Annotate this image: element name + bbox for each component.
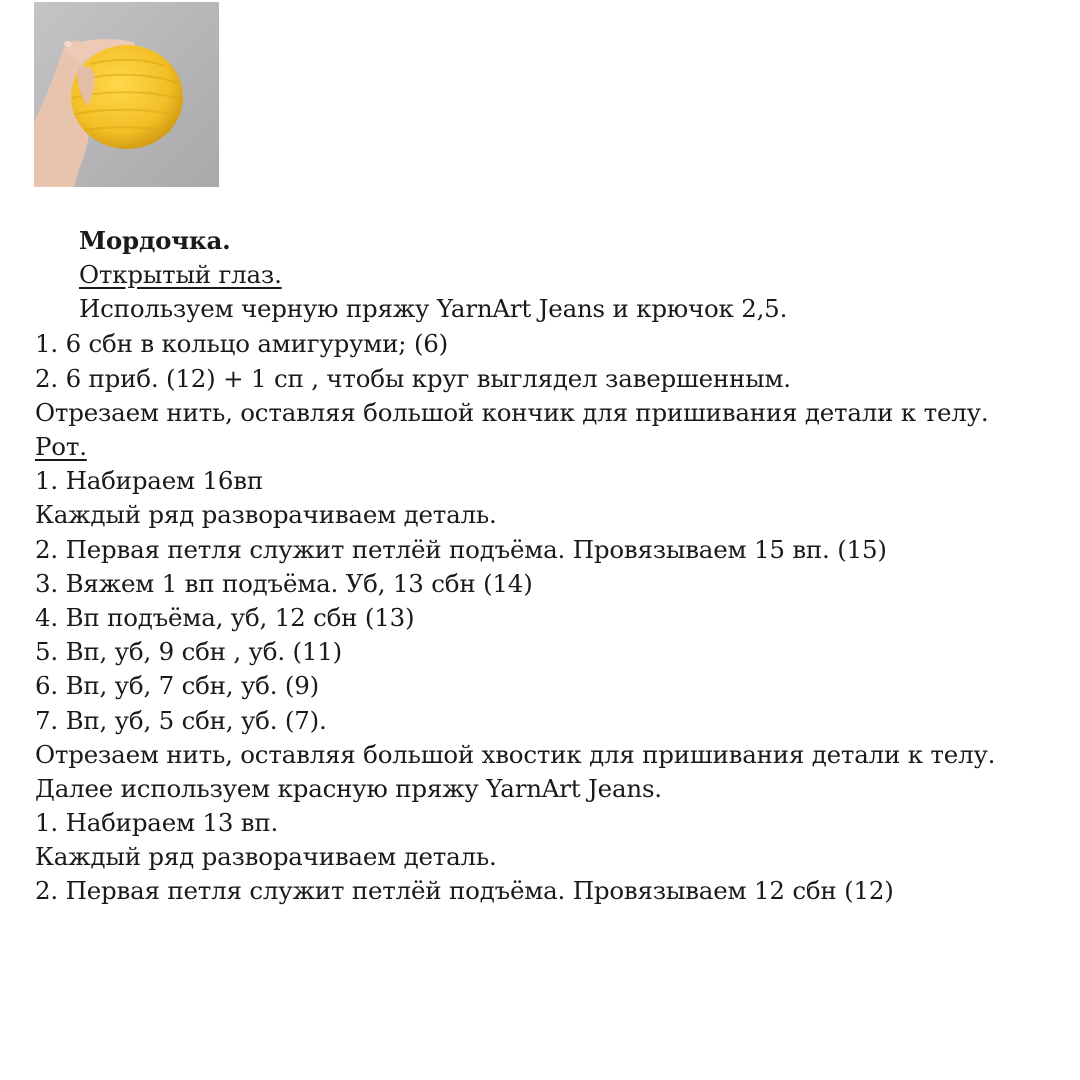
mouth-line: 1. Набираем 13 вп. xyxy=(35,808,279,837)
mouth-line: 3. Вяжем 1 вп подъёма. Уб, 13 сбн (14) xyxy=(35,569,533,598)
mouth-line: Каждый ряд разворачиваем деталь. xyxy=(35,500,497,529)
mouth-line: Отрезаем нить, оставляя большой хвостик для пришивания детали к телу. xyxy=(35,740,996,769)
mouth-line: 5. Вп, уб, 9 сбн , уб. (11) xyxy=(35,637,342,666)
mouth-line: 2. Первая петля служит петлёй подъёма. Провязываем 12 сбн (12) xyxy=(35,876,894,905)
mouth-line: Далее используем красную пряжу YarnArt Jeans. xyxy=(35,774,662,803)
eye-step: 2. 6 приб. (12) + 1 сп , чтобы круг выглядел завершенным. xyxy=(35,364,791,393)
mouth-line: 7. Вп, уб, 5 сбн, уб. (7). xyxy=(35,706,327,735)
eye-step: 1. 6 сбн в кольцо амигуруми; (6) xyxy=(35,329,449,358)
eye-intro: Используем черную пряжу YarnArt Jeans и крючок 2,5. xyxy=(79,294,788,323)
eye-outro: Отрезаем нить, оставляя большой кончик для пришивания детали к телу. xyxy=(35,398,989,427)
subheading-mouth: Рот. xyxy=(35,432,87,461)
heading-face: Мордочка. xyxy=(79,226,231,255)
subheading-open-eye: Открытый глаз. xyxy=(79,260,282,289)
mouth-line: 2. Первая петля служит петлёй подъёма. Провязываем 15 вп. (15) xyxy=(35,535,887,564)
mouth-line: 4. Вп подъёма, уб, 12 сбн (13) xyxy=(35,603,415,632)
mouth-line: 1. Набираем 16вп xyxy=(35,466,263,495)
mouth-line: 6. Вп, уб, 7 сбн, уб. (9) xyxy=(35,671,320,700)
mouth-line: Каждый ряд разворачиваем деталь. xyxy=(35,842,497,871)
